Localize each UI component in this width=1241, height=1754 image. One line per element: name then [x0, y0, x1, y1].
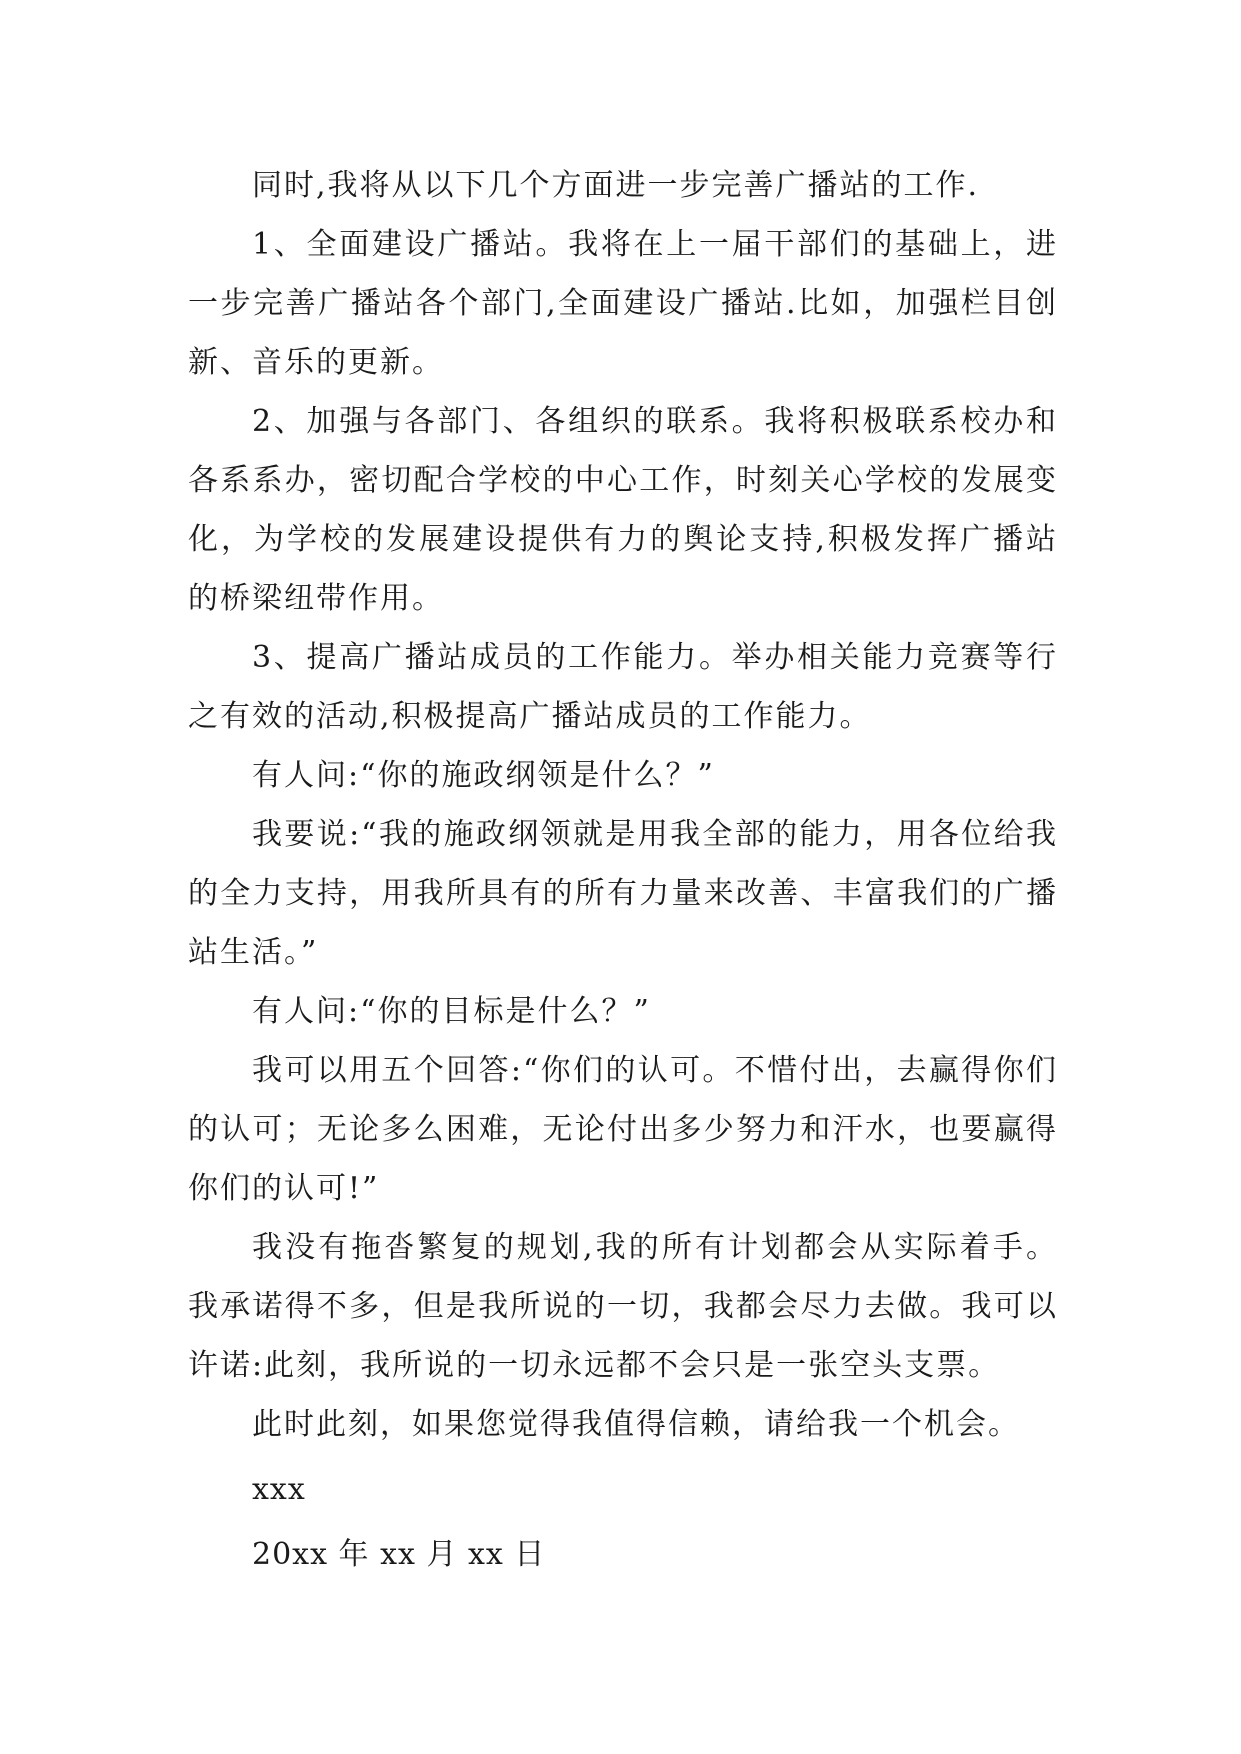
paragraph-intro: 同时,我将从以下几个方面进一步完善广播站的工作.	[252, 168, 980, 203]
paragraph-answer-goal: 我可以用五个回答:“你们的认可。不惜付出，去赢得你们的认可；无论多么困难，无论付出多少努力和汗水，也要赢得你们的认可!”	[188, 1053, 1058, 1206]
signature-date: 20xx 年 xx 月 xx 日	[252, 1537, 546, 1572]
document-body	[188, 156, 1058, 1584]
paragraph-question-goal: 有人问:“你的目标是什么？”	[252, 994, 651, 1029]
paragraph-promise: 我没有拖沓繁复的规划,我的所有计划都会从实际着手。我承诺得不多，但是我所说的一切，我都会尽力去做。我可以许诺:此刻，我所说的一切永远都不会只是一张空头支票。	[188, 1230, 1058, 1383]
paragraph-question-platform: 有人问:“你的施政纲领是什么？”	[252, 758, 715, 793]
paragraph-answer-platform: 我要说:“我的施政纲领就是用我全部的能力，用各位给我的全力支持，用我所具有的所有力量来改善、丰富我们的广播站生活。”	[188, 817, 1058, 970]
paragraph-closing: 此时此刻，如果您觉得我值得信赖，请给我一个机会。	[252, 1407, 1020, 1442]
paragraph-item-1: 1、全面建设广播站。我将在上一届干部们的基础上，进一步完善广播站各个部门,全面建设广播站.比如，加强栏目创新、音乐的更新。	[188, 227, 1058, 380]
paragraph-item-3: 3、提高广播站成员的工作能力。举办相关能力竞赛等行之有效的活动,积极提高广播站成员的工作能力。	[188, 640, 1058, 734]
signature-name: xxx	[252, 1472, 306, 1507]
paragraph-item-2: 2、加强与各部门、各组织的联系。我将积极联系校办和各系系办，密切配合学校的中心工作，时刻关心学校的发展变化，为学校的发展建设提供有力的舆论支持,积极发挥广播站的桥梁纽带作用。	[188, 404, 1058, 616]
